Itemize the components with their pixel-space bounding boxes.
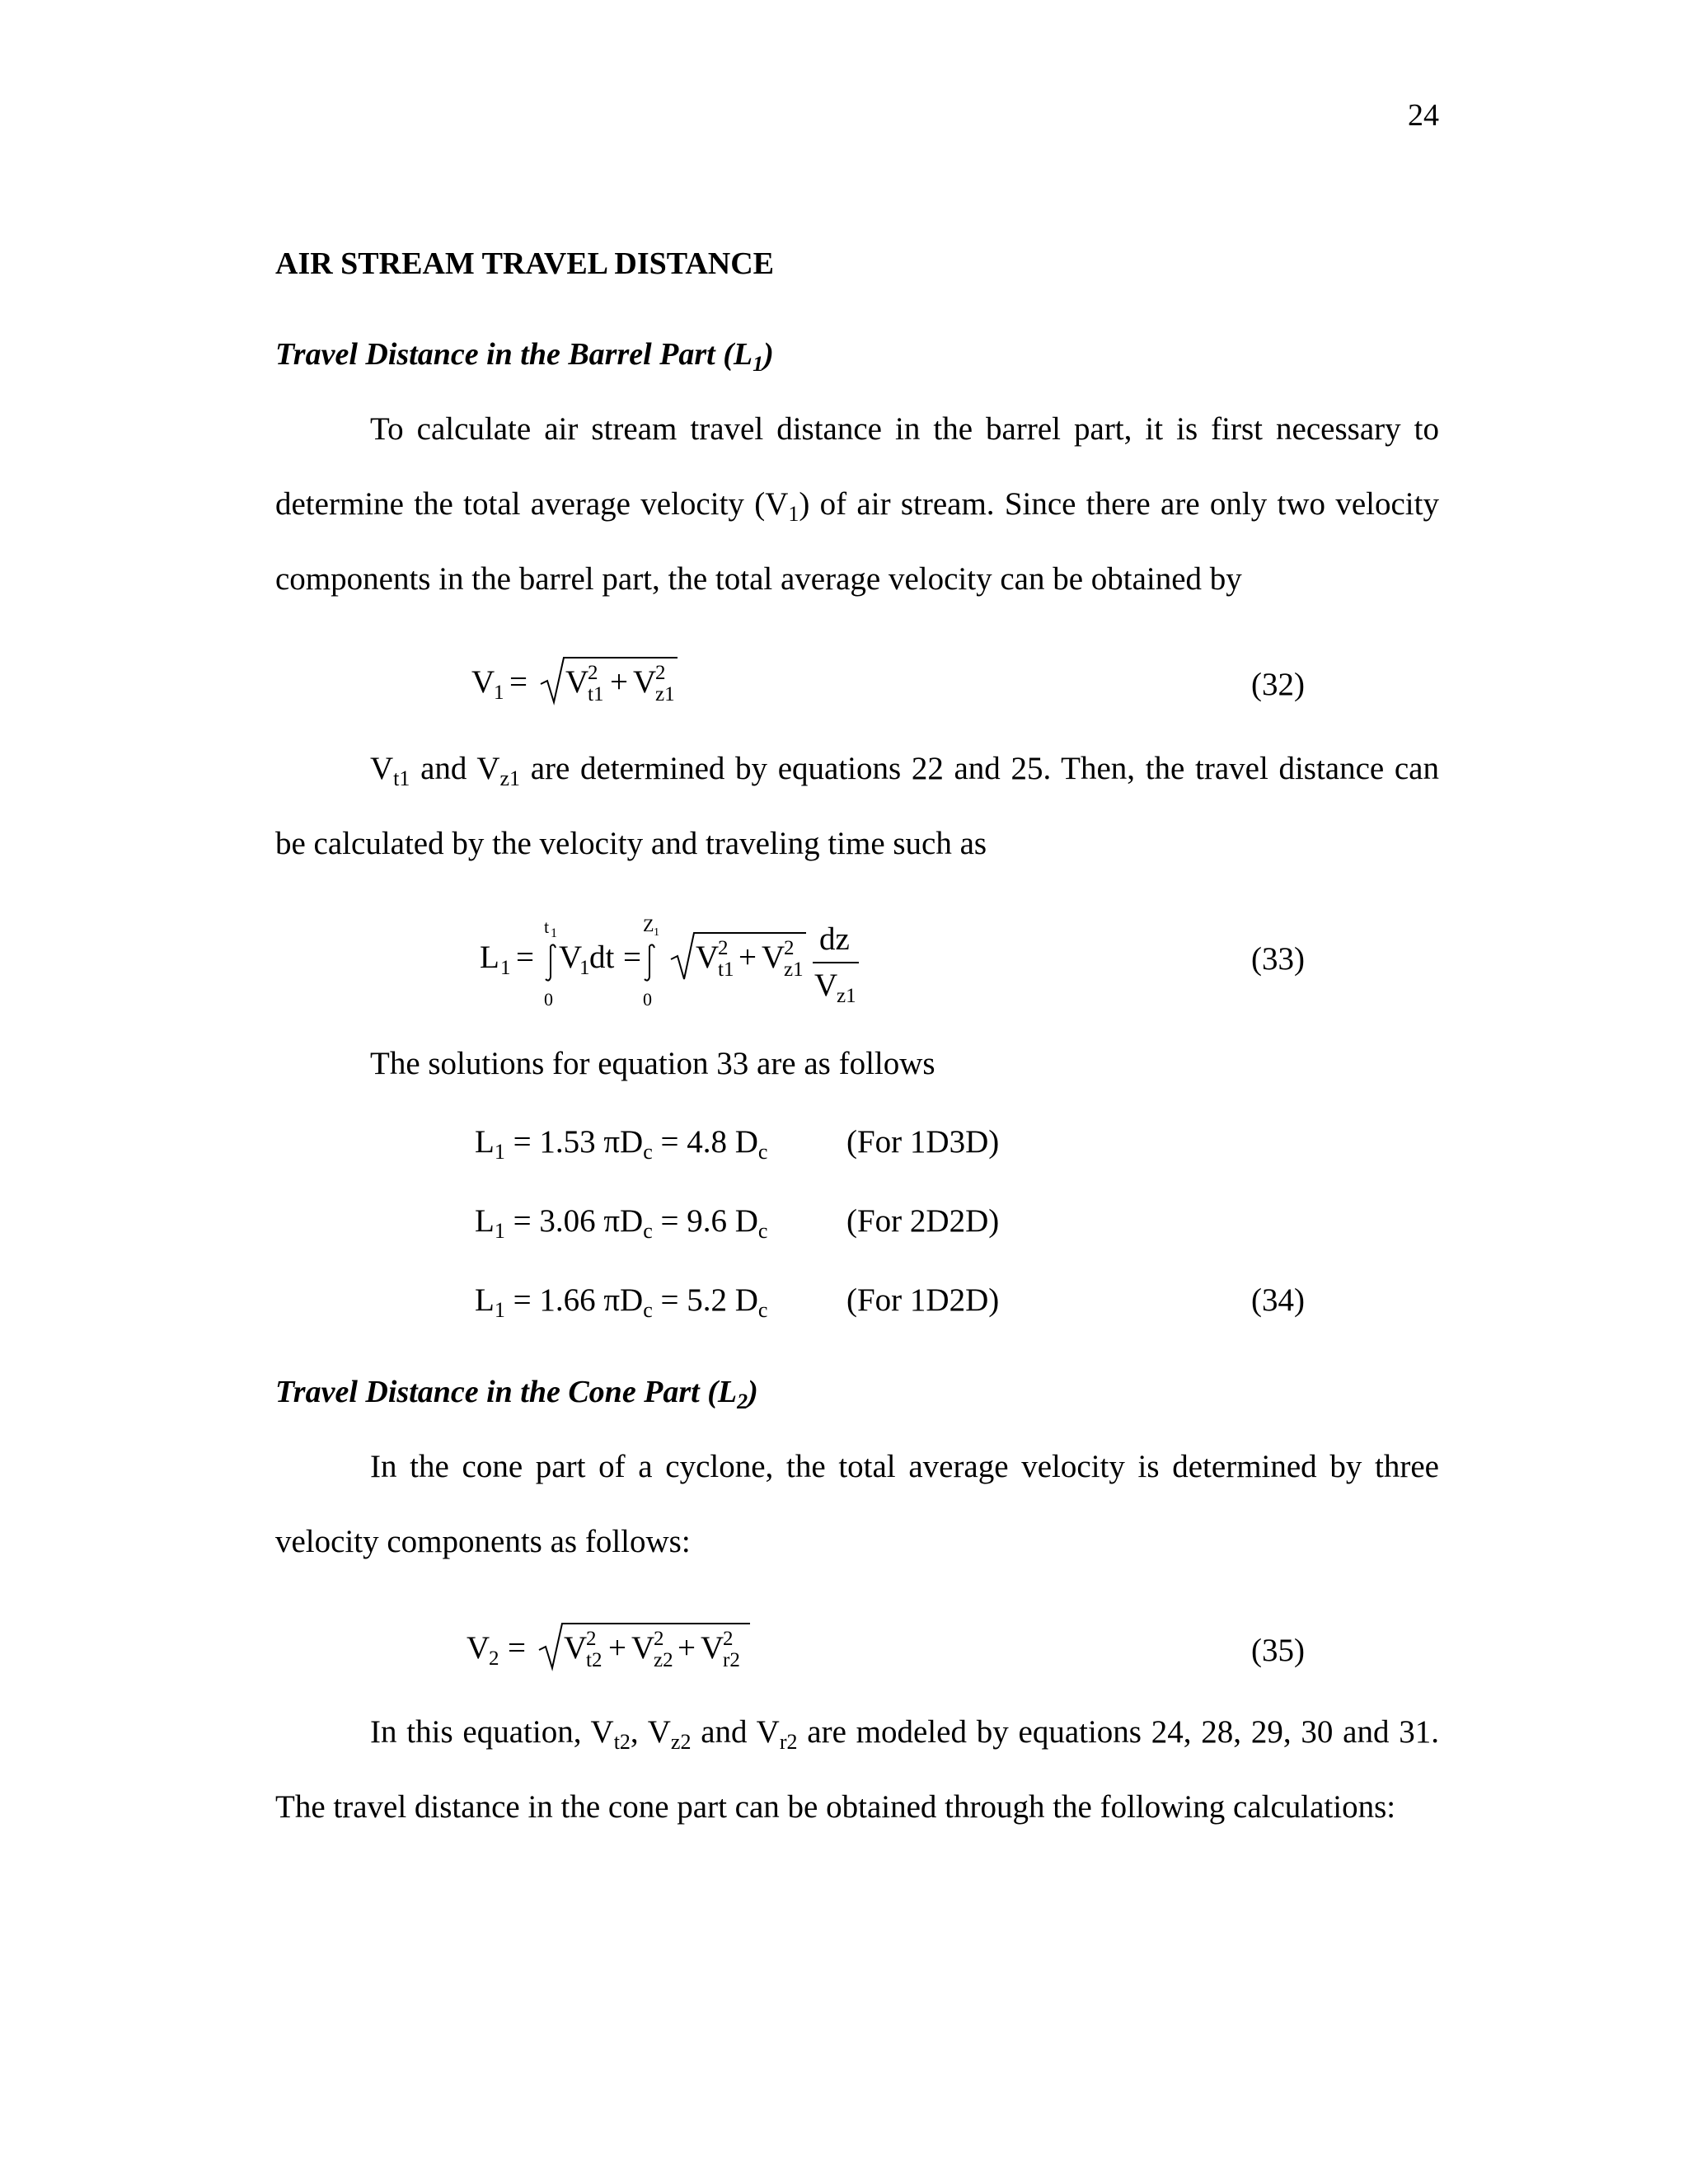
svg-text:2: 2 bbox=[654, 1628, 664, 1650]
svg-text:z1: z1 bbox=[784, 958, 804, 981]
equation-number: (33) bbox=[1251, 941, 1305, 977]
paragraph-line: The solutions for equation 33 are as follows bbox=[370, 1046, 935, 1081]
svg-text:1: 1 bbox=[579, 957, 590, 979]
page-number: 24 bbox=[1408, 98, 1439, 133]
equation-32 bbox=[471, 651, 719, 725]
paragraph-line: velocity components as follows: bbox=[275, 1524, 691, 1559]
paragraph-line: be calculated by the velocity and traveling time such as bbox=[275, 826, 987, 861]
equation-number: (34) bbox=[1251, 1282, 1305, 1318]
equation-number: (35) bbox=[1251, 1633, 1305, 1668]
svg-text:2: 2 bbox=[655, 662, 666, 684]
svg-text:z1: z1 bbox=[655, 683, 675, 705]
svg-text:V: V bbox=[762, 940, 785, 975]
svg-text:2: 2 bbox=[784, 937, 795, 959]
paragraph-line: In the cone part of a cyclone, the total average velocity is determined by three bbox=[370, 1449, 1439, 1484]
subsection-title-cone: Travel Distance in the Cone Part $(L_2)$ bbox=[275, 1375, 758, 1413]
svg-text:V: V bbox=[701, 1630, 724, 1666]
svg-text:2: 2 bbox=[489, 1647, 499, 1670]
svg-text:2: 2 bbox=[723, 1628, 734, 1650]
svg-text:V: V bbox=[559, 940, 583, 975]
svg-text:=: = bbox=[508, 1630, 526, 1666]
svg-text:dz: dz bbox=[819, 921, 850, 957]
equation-35 bbox=[467, 1617, 763, 1691]
svg-text:=: = bbox=[623, 940, 641, 975]
svg-text:r2: r2 bbox=[723, 1649, 740, 1671]
svg-text:t: t bbox=[544, 916, 550, 937]
svg-text:+: + bbox=[738, 940, 757, 975]
equation-33 bbox=[480, 915, 892, 1030]
svg-text:+: + bbox=[610, 664, 628, 700]
svg-text:0: 0 bbox=[544, 989, 553, 1010]
subsection-title-barrel: Travel Distance in the Barrel Part $(L_1)$ bbox=[275, 337, 774, 376]
svg-text:t2: t2 bbox=[586, 1649, 603, 1671]
paragraph-line: determine the total average velocity $(V_1)$ of air stream. Since there are only two velocity bbox=[275, 486, 1439, 526]
svg-text:0: 0 bbox=[643, 989, 652, 1010]
svg-text:2: 2 bbox=[588, 662, 598, 684]
svg-text:V: V bbox=[696, 940, 720, 975]
solution-equation: $L_1 = 1.66$ $\pi D_c = 5.2$ $D_c$ bbox=[475, 1282, 768, 1322]
solution-equation: $L_1 = 3.06$ $\pi D_c = 9.6$ $D_c$ bbox=[475, 1203, 768, 1243]
svg-text:V: V bbox=[564, 1630, 588, 1666]
svg-text:t1: t1 bbox=[588, 683, 604, 705]
svg-text:2: 2 bbox=[586, 1628, 597, 1650]
svg-text:+: + bbox=[608, 1630, 626, 1666]
svg-text:1: 1 bbox=[494, 682, 504, 704]
svg-text:1: 1 bbox=[500, 957, 511, 979]
svg-text:=: = bbox=[516, 940, 534, 975]
svg-text:V: V bbox=[814, 968, 838, 1003]
svg-text:V: V bbox=[471, 664, 495, 700]
svg-text:1: 1 bbox=[654, 926, 659, 939]
svg-text:V: V bbox=[467, 1630, 490, 1666]
solution-note: (For 2D2D) bbox=[846, 1203, 1000, 1239]
paragraph-line: $V_{t1}$ and $V_{z1}$ are determined by equations 22 and 25. Then, the travel distance can bbox=[370, 751, 1439, 790]
solution-note: (For 1D2D) bbox=[846, 1282, 1000, 1318]
paragraph-line: The travel distance in the cone part can be obtained through the following calculations: bbox=[275, 1789, 1396, 1825]
svg-text:V: V bbox=[633, 664, 657, 700]
svg-text:+: + bbox=[678, 1630, 696, 1666]
svg-text:z1: z1 bbox=[837, 985, 856, 1007]
section-title: AIR STREAM TRAVEL DISTANCE bbox=[275, 246, 774, 281]
equation-number: (32) bbox=[1251, 667, 1305, 702]
svg-text:V: V bbox=[631, 1630, 655, 1666]
svg-text:2: 2 bbox=[718, 937, 729, 959]
svg-text:dt: dt bbox=[589, 940, 615, 975]
svg-text:t1: t1 bbox=[718, 958, 734, 981]
svg-text:1: 1 bbox=[551, 926, 557, 940]
svg-text:L: L bbox=[480, 940, 499, 975]
solution-equation: $L_1 = 1.53$ $\pi D_c = 4.8$ $D_c$ bbox=[475, 1124, 768, 1164]
paragraph-line: In this equation, $V_{t2}$, $V_{z2}$ and $V_{r2}$ are modeled by equations 24, 28, 29, 30 and 31. bbox=[370, 1714, 1439, 1754]
svg-text:V: V bbox=[565, 664, 589, 700]
paragraph-line: components in the barrel part, the total average velocity can be obtained by bbox=[275, 561, 1242, 597]
svg-text:z2: z2 bbox=[654, 1649, 673, 1671]
svg-text:Z: Z bbox=[643, 915, 654, 935]
paragraph-line: To calculate air stream travel distance in the barrel part, it is first necessary to bbox=[370, 411, 1439, 447]
svg-text:=: = bbox=[509, 664, 528, 700]
solution-note: (For 1D3D) bbox=[846, 1124, 1000, 1160]
